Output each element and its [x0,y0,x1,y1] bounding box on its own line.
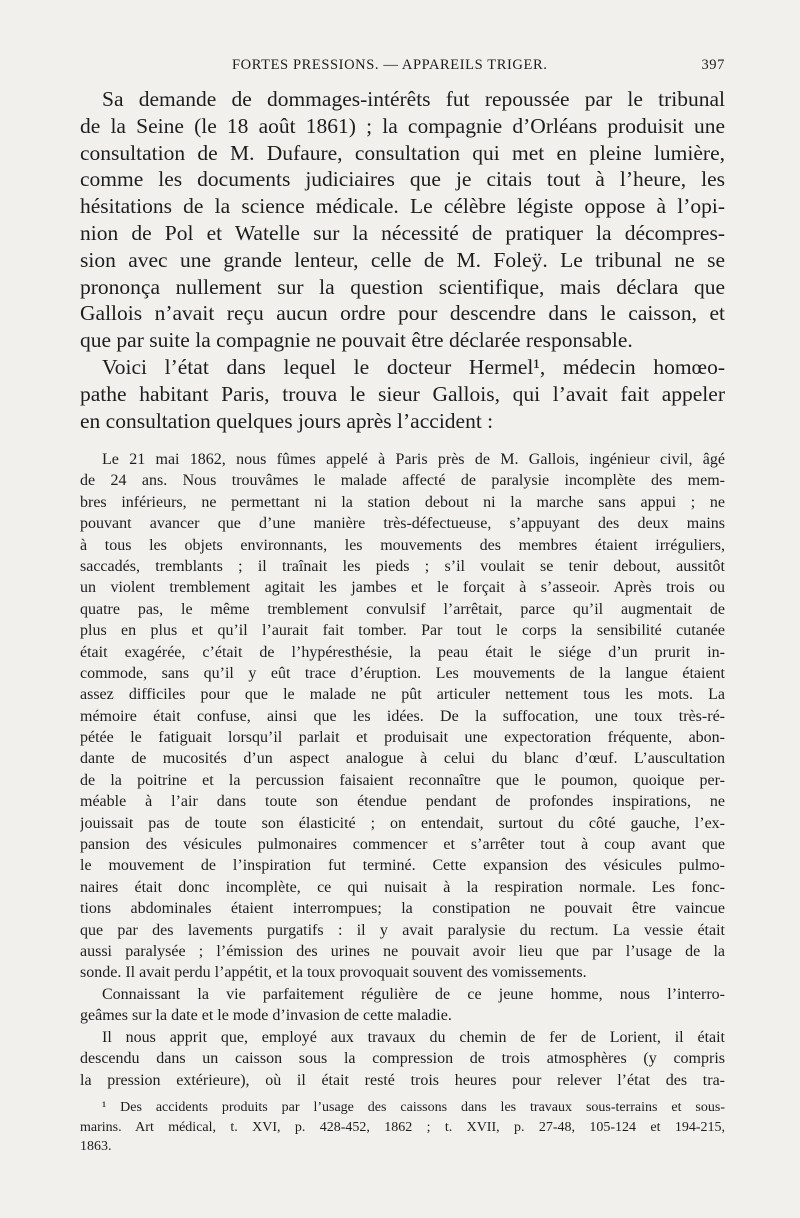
text-line: comme les documents judiciaires que je citais tout à l’heure, les [80,167,725,192]
text-line: naires était donc incomplète, ce qui nuisait à la respiration normale. Les fonc- [80,878,725,896]
text-line: dante de mucosités d’un aspect analogue à celui du blanc d’œuf. L’auscultation [80,750,725,768]
text-line: descendu dans un caisson sous la compression de trois atmosphères (y compris [80,1050,725,1068]
text-line: pouvant avancer que d’une manière très-défectueuse, s’appuyant des deux mains [80,515,725,533]
footnote [80,1098,725,1157]
text-line: prononça nullement sur la question scientifique, mais déclara que [80,274,725,299]
text-line: Il nous apprit que, employé aux travaux du chemin de fer de Lorient, il était [102,1029,725,1046]
text-line: assez difficiles pour que le malade ne pût articuler nettement tous les mots. La [80,686,725,704]
text-line: Connaissant la vie parfaitement régulière de ce jeune homme, nous l’interro- [102,986,725,1003]
text-line: un violent tremblement agitait les jambes et le forçait à s’asseoir. Après trois ou [80,579,725,597]
text-line: que par suite la compagnie ne pouvait être déclarée responsable. [80,328,633,353]
text-line: de la poitrine et la percussion faisaient reconnaître que le poumon, quoique per- [80,771,725,789]
text-line: bres inférieurs, ne permettant ni la station debout ni la marche sans appui ; ne [80,493,725,511]
text-line: pétée le fatiguait lorsqu’il parlait et produisait une expectoration fréquente, abon- [80,729,725,747]
paragraph-hermel [80,354,725,434]
text-line: mémoire était confuse, ainsi que les idées. De la suffocation, une toux très-ré- [80,707,725,725]
text-line: tions abdominales étaient interrompues; la constipation ne pouvait être vaincue [80,900,725,918]
running-header [80,57,725,79]
text-line: de la Seine (le 18 août 1861) ; la compagnie d’Orléans produisit une [80,113,725,138]
text-line: ¹ Des accidents produits par l’usage des caissons dans les travaux sous-terrains et sous- [102,1100,725,1115]
text-line: la pression extérieure), où il était resté trois heures pour relever l’état des tra- [80,1071,725,1089]
text-line: consultation de M. Dufaure, consultation qui met en pleine lumière, [80,140,725,165]
text-line: commode, sans qu’il y eût trace d’éruption. Les mouvements de la langue étaient [80,664,725,682]
text-line: de 24 ans. Nous trouvâmes le malade affecté de paralysie incomplète des mem- [80,472,725,490]
text-line: Voici l’état dans lequel le docteur Hermel¹, médecin homœo- [102,355,725,379]
text-line: quatre pas, le même tremblement convulsif l’arrêtait, parce qu’il augmentait de [80,600,725,618]
text-line: méable à l’air dans toute son étendue pendant de profondes inspirations, ne [80,793,725,811]
text-line: marins. Art médical, t. XVI, p. 428-452, 1862 ; t. XVII, p. 27-48, 105-124 et 194-215, [80,1119,725,1135]
text-line: jouissait pas de toute son élasticité ; on entendait, surtout du côté gauche, l’ex- [80,814,725,832]
text-line: en consultation quelques jours après l’accident : [80,408,494,433]
text-line: sion avec une grande lenteur, celle de M. Foleÿ. Le tribunal ne se [80,247,725,272]
quoted-interrogation [80,984,725,1027]
text-line: Gallois n’avait reçu aucun ordre pour descendre dans le caisson, et [80,301,725,326]
text-line: Le 21 mai 1862, nous fûmes appelé à Paris près de M. Gallois, ingénieur civil, âgé [102,451,725,468]
text-line: geâmes sur la date et le mode d’invasion de cette maladie. [80,1007,452,1025]
text-line: Sa demande de dommages-intérêts fut repoussée par le tribunal [102,87,725,111]
quoted-report [80,449,725,984]
paragraph-dommages [80,86,725,354]
text-line: plus en plus et qu’il l’aurait fait tomber. Par tout le corps la sensibilité cutanée [80,622,725,640]
text-line: que par des lavements purgatifs : il y avait paralysie du rectum. La vessie était [80,921,725,939]
running-title: FORTES PRESSIONS. — APPAREILS TRIGER. [232,57,548,73]
text-line: pathe habitant Paris, trouva le sieur Gallois, qui l’avait fait appeler [80,381,725,406]
text-line: nion de Pol et Watelle sur la nécessité de pratiquer la décompres- [80,220,725,245]
text-line: le mouvement de l’inspiration fut terminé. Cette expansion des vésicules pulmo- [80,857,725,875]
text-line: pansion des vésicules pulmonaires commencer et s’arrêter tout à coup avant que [80,836,725,854]
page-number: 397 [701,57,725,73]
text-line: hésitations de la science médicale. Le célèbre légiste oppose à l’opi- [80,194,725,219]
text-line: sonde. Il avait perdu l’appétit, et la toux provoquait souvent des vomissements. [80,964,587,982]
text-line: était exagérée, c’était de l’hypéresthésie, la peau était le siége d’un prurit in- [80,643,725,661]
text-line: 1863. [80,1139,112,1154]
quoted-lorient [80,1027,725,1091]
text-line: aussi paralysée ; l’émission des urines ne pouvait avoir lieu que par l’usage de la [80,942,725,960]
text-line: à tous les objets environnants, les mouvements des membres étaient irréguliers, [80,536,725,554]
text-line: saccadés, tremblants ; il traînait les pieds ; s’il voulait se tenir debout, aussitôt [80,557,725,575]
